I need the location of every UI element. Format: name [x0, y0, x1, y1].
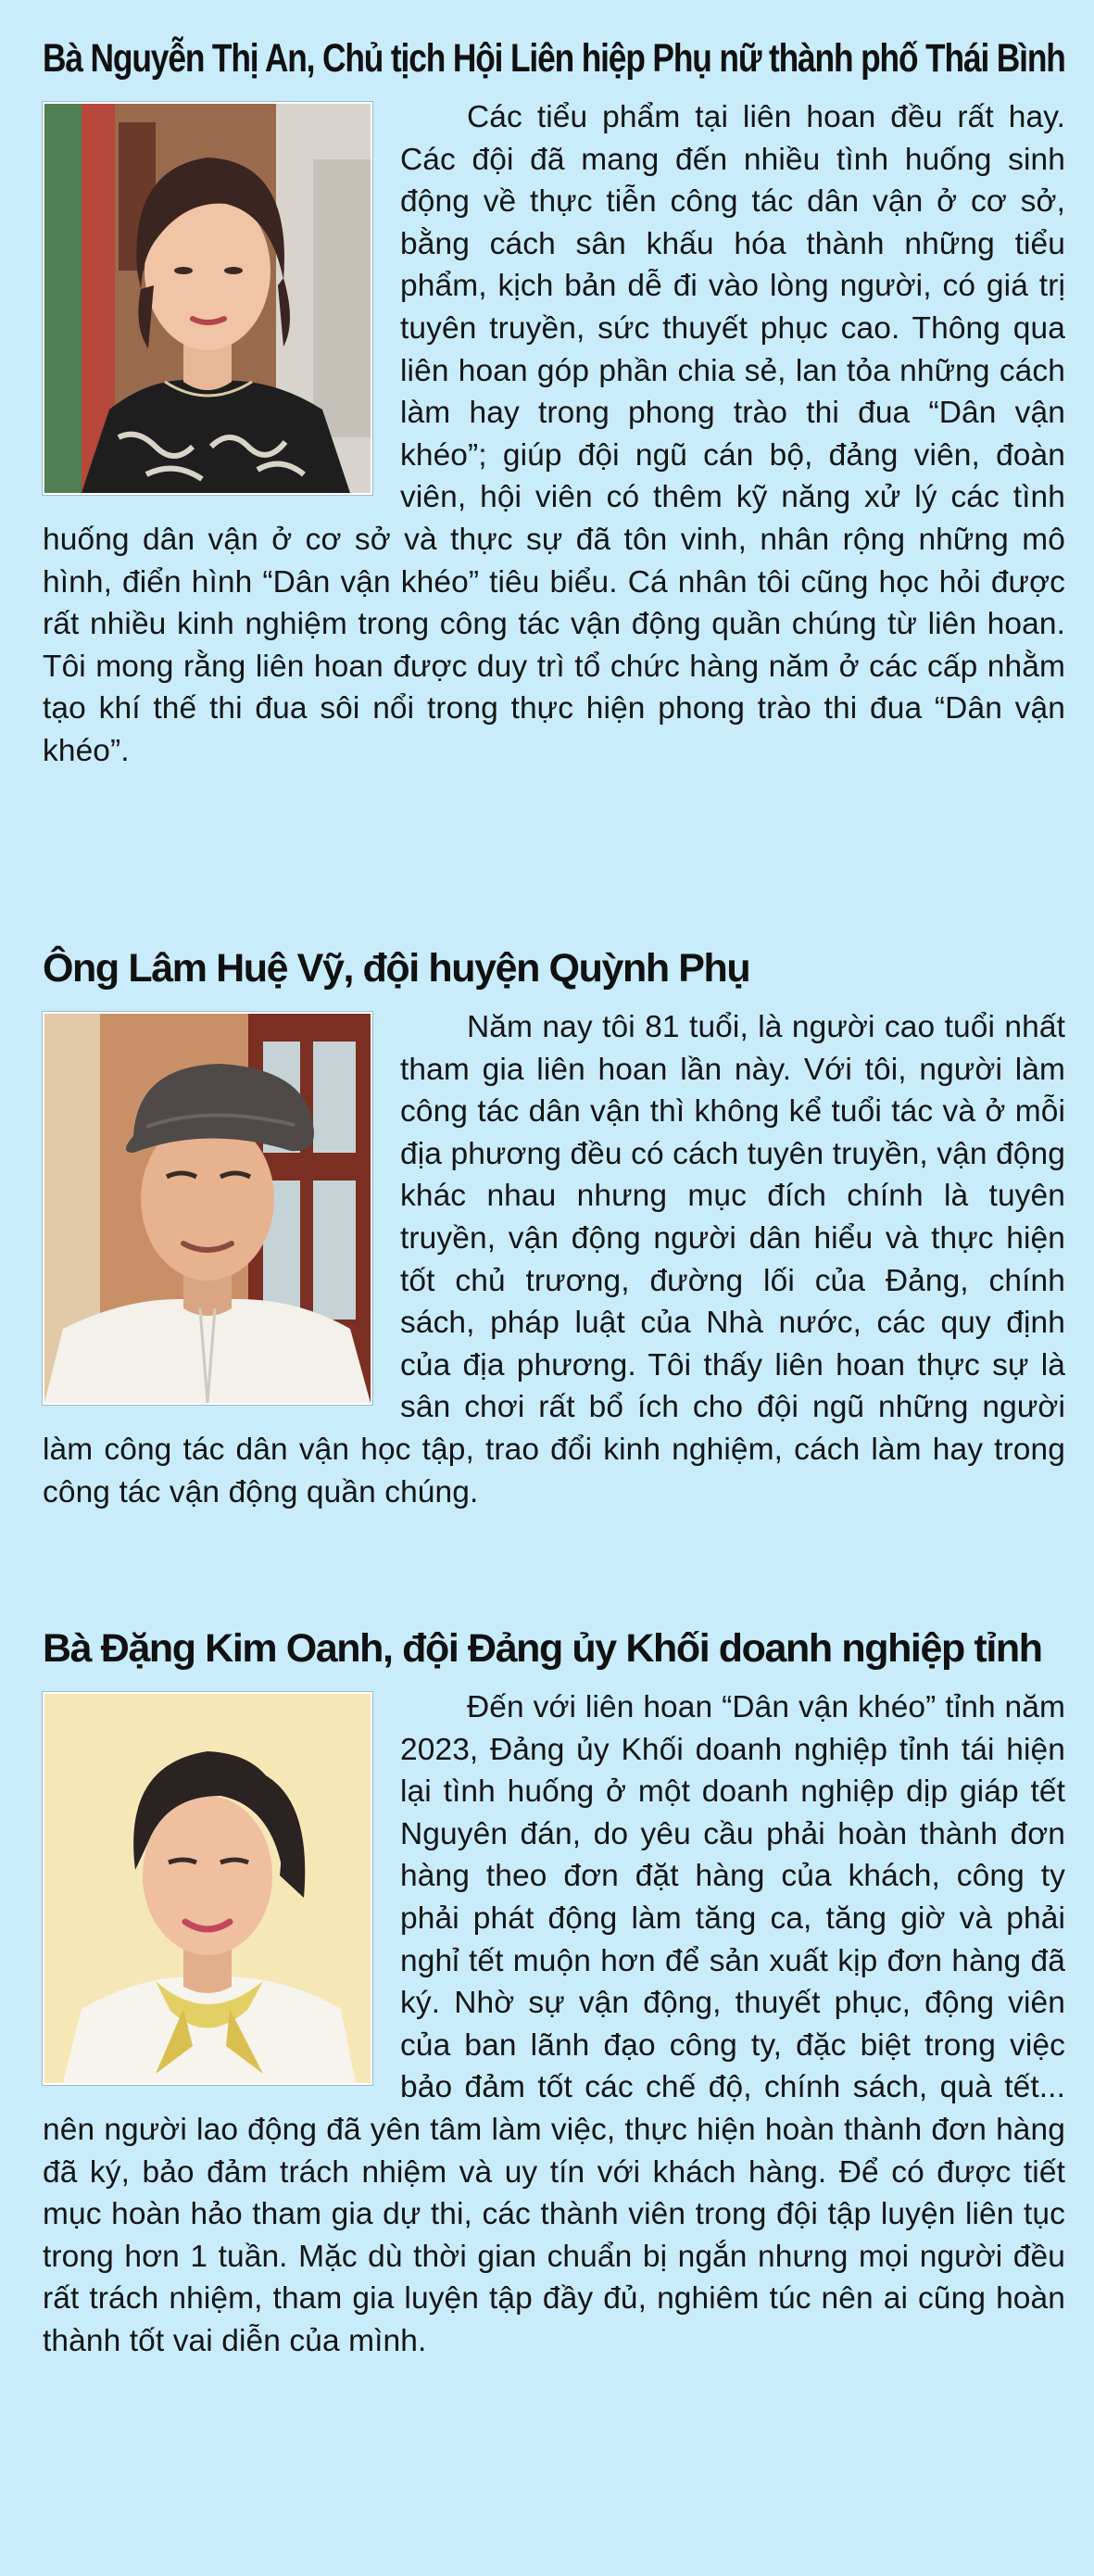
- section-heading: Bà Đặng Kim Oanh, đội Đảng ủy Khối doanh nghiệp tỉnh: [43, 1626, 1042, 1671]
- interview-text: Các tiểu phẩm tại liên hoan đều rất hay. Các đội đã mang đến nhiều tình huống sinh động về thực tiễn công tác dân vận ở cơ sở, bằng cách sân khấu hóa thành những tiểu phẩm, kịch bản dễ đi vào lòng người, có giá trị tuyên truyền, sức thuyết phục cao. Thông qua liên hoan góp phần chia sẻ, lan tỏa những cách làm hay trong phong trào thi đua “Dân vận khéo”; giúp đội ngũ cán bộ, đảng viên, đoàn viên, hội viên có thêm kỹ năng xử lý các tình huống dân vận ở cơ sở và thực sự đã tôn vinh, nhân rộng những mô hình, điển hình “Dân vận khéo” tiêu biểu. Cá nhân tôi cũng học hỏi được rất nhiều kinh nghiệm trong công tác vận động quần chúng từ liên hoan. Tôi mong rằng liên hoan được duy trì tổ chức hàng năm ở các cấp nhằm tạo khí thế thi đua sôi nổi trong thực hiện phong trào thi đua “Dân vận khéo”.: [43, 100, 1065, 768]
- portrait-woman-dark-hair-icon: [44, 104, 371, 493]
- portrait-elderly-woman-scarf-icon: [44, 1694, 371, 2083]
- interview-section-1: [43, 33, 1065, 773]
- interview-text: Đến với liên hoan “Dân vận khéo” tỉnh năm 2023, Đảng ủy Khối doanh nghiệp tỉnh tái hiện lại tình huống ở một doanh nghiệp dịp giáp tết Nguyên đán, do yêu cầu phải hoàn thành đơn hàng theo đơn đặt hàng của khách, công ty phải phát động làm tăng ca, tăng giờ và phải nghỉ tết muộn hơn để sản xuất kịp đơn hàng đã ký. Nhờ sự vận động, thuyết phục, động viên của ban lãnh đạo công ty, đặc biệt trong việc bảo đảm tốt các chế độ, chính sách, quà tết... nên người lao động đã yên tâm làm việc, thực hiện hoàn thành đơn hàng đã ký, bảo đảm trách nhiệm và uy tín với khách hàng. Để có được tiết mục hoàn hảo tham gia dự thi, các thành viên trong đội tập luyện liên tục trong hơn 1 tuần. Mặc dù thời gian chuẩn bị ngắn nhưng mọi người đều rất trách nhiệm, tham gia luyện tập đầy đủ, nghiêm túc nên ai cũng hoàn thành tốt vai diễn của mình.: [43, 1690, 1065, 2358]
- interview-section-2: [43, 943, 1065, 1513]
- section-heading: Ông Lâm Huệ Vỹ, đội huyện Quỳnh Phụ: [43, 946, 750, 991]
- section-heading: Bà Nguyễn Thị An, Chủ tịch Hội Liên hiệp Phụ nữ thành phố Thái Bình: [43, 36, 1065, 81]
- portrait-photo: [43, 1012, 372, 1405]
- portrait-elderly-man-cap-icon: [44, 1014, 371, 1403]
- portrait-photo: [43, 1692, 372, 2085]
- interview-text: Năm nay tôi 81 tuổi, là người cao tuổi nhất tham gia liên hoan lần này. Với tôi, người làm công tác dân vận thì không kể tuổi tác và ở mỗi địa phương đều có cách tuyên truyền, vận động khác nhau nhưng mục đích chính là tuyên truyền, vận động người dân hiểu và thực hiện tốt chủ trương, đường lối của Đảng, chính sách, pháp luật của Nhà nước, các quy định của địa phương. Tôi thấy liên hoan thực sự là sân chơi rất bổ ích cho đội ngũ những người làm công tác dân vận học tập, trao đổi kinh nghiệm, cách làm hay trong công tác vận động quần chúng.: [43, 1010, 1065, 1509]
- interview-section-3: [43, 1623, 1065, 2363]
- portrait-photo: [43, 102, 372, 495]
